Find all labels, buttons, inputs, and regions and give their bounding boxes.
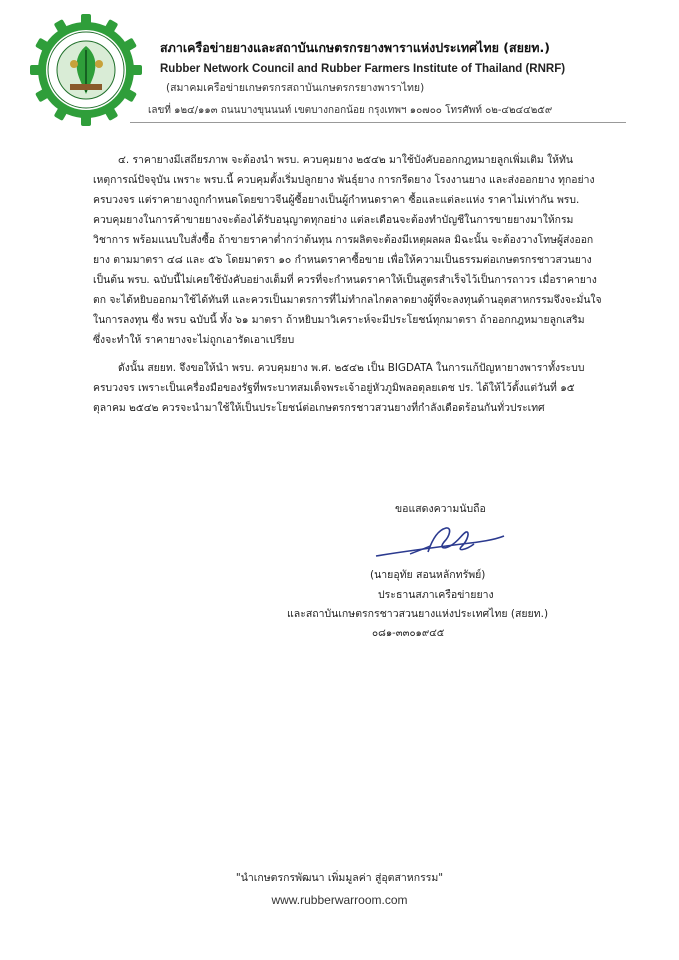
org-title-thai: สภาเครือข่ายยางและสถาบันเกษตรกรยางพาราแห่งประเทศไทย (สยยท.) (160, 40, 550, 55)
handwritten-signature-icon (370, 522, 510, 562)
paragraph-line: ยาง ตามมาตรา ๔๘ และ ๕๖ โดยมาตรา ๑๐ กำหนดราคาซื้อขาย เพื่อให้ความเป็นธรรมต่อเกษตรกรชาวสวนยาง (93, 254, 592, 266)
org-address: เลขที่ ๑๒๔/๑๑๓ ถนนบางขุนนนท์ เขตบางกอกน้อย กรุงเทพฯ ๑๐๗๐๐ โทรศัพท์ ๐๒-๔๒๔๔๒๕๙ (148, 105, 553, 116)
paragraph-line: ดังนั้น สยยท. จึงขอให้นำ พรบ. ควบคุมยาง พ.ศ. ๒๕๔๒ เป็น BIGDATA ในการแก้ปัญหายางพาราทั้งระบบ (118, 362, 585, 374)
paragraph-line: ตก จะได้หยิบออกมาใช้ได้ทันที และควรเป็นมาตรการที่ไม่ทำกลไกตลาดยางผู้ที่จะลงทุนด้านอุตสาหกรรมจึงจะมั่นใจ (93, 294, 602, 306)
letterhead (160, 38, 660, 96)
paragraph-line: ซึ่งจะทำให้ ราคายางจะไม่ถูกเอารัดเอาเปรียบ (93, 334, 295, 346)
paragraph-2 (93, 358, 653, 418)
signatory-phone: ๐๘๑-๓๓๐๑๙๔๕ (372, 628, 445, 639)
paragraph-1 (93, 150, 653, 350)
paragraph-line: ในการลงทุน ซึ่ง พรบ ฉบับนี้ ทั้ง ๖๑ มาตรา ถ้าหยิบมาวิเคราะห์จะมีประโยชน์ทุกมาตรา ถ้าออกกฎหมายลูกเสริม (93, 314, 585, 326)
org-subtitle-thai: (สมาคมเครือข่ายเกษตรกรสถาบันเกษตรกรยางพาราไทย) (166, 82, 425, 94)
rnrf-emblem-gear-icon (30, 14, 142, 126)
paragraph-line: เป็นต้น พรบ. ฉบับนี้ไม่เคยใช้บังคับอย่างเต็มที่ ควรที่จะกำหนดราคาให้เป็นสูตรสำเร็จไว้เป็นการถาวร เมื่อราคายาง (93, 274, 597, 286)
paragraph-line: ควบคุมยางในการค้าขายยางจะต้องได้รับอนุญาตทุกอย่าง แต่ละเดือนจะต้องทำบัญชีในการขายยางมาให้กรม (93, 214, 574, 226)
footer-website: www.rubberwarroom.com (271, 893, 408, 907)
paragraph-line: ตุลาคม ๒๕๔๒ ควรจะนำมาใช้ให้เป็นประโยชน์ต่อเกษตรกรชาวสวนยางที่กำลังเดือดร้อนกันทั่วประเทศ (93, 402, 545, 414)
signatory-title-line-2: และสถาบันเกษตรกรชาวสวนยางแห่งประเทศไทย (สยยท.) (287, 608, 549, 620)
signatory-name: (นายอุทัย สอนหลักทรัพย์) (370, 569, 486, 581)
closing-salutation: ขอแสดงความนับถือ (395, 503, 486, 515)
paragraph-line: ๔. ราคายางมีเสถียรภาพ จะต้องนำ พรบ. ควบคุมยาง ๒๕๔๒ มาใช้บังคับออกกฎหมายลูกเพิ่มเติม ให้ทัน (118, 154, 573, 166)
header-divider (130, 122, 626, 123)
paragraph-line: ครบวงจร แต่ราคายางถูกกำหนดโดยขาวจีนผู้ซื้อยางเป็นผู้กำหนดราคา ซื้อและแต่ละแห่ง ราคาไม่เท่ากัน พรบ. (93, 194, 580, 206)
paragraph-line: ครบวงจร เพราะเป็นเครื่องมือของรัฐที่พระบาทสมเด็จพระเจ้าอยู่หัวภูมิพลอดุลยเดช ปร. ได้ให้ไว้ตั้งแต่วันที่ ๑๕ (93, 382, 575, 394)
paragraph-line: วิชาการ พร้อมแนบใบสั่งซื้อ ถ้าขายราคาต่ำกว่าต้นทุน การผลิตจะต้องมีเหตุผลผล มิฉะนั้น จะต้องวางโทษผู้ส่งออก (93, 234, 594, 246)
paragraph-line: เหตุการณ์ปัจจุบัน เพราะ พรบ.นี้ ควบคุมตั้งเริ่มปลูกยาง พันธุ์ยาง การกรีดยาง โรงงานยาง และส่งออกยาง ทุกอย่าง (93, 174, 595, 186)
org-title-english: Rubber Network Council and Rubber Farmers Institute of Thailand (RNRF) (160, 63, 566, 75)
footer-slogan: "นำเกษตรกรพัฒนา เพิ่มมูลค่า สู่อุตสาหกรรม" (235, 872, 444, 884)
signatory-title-line-1: ประธานสภาเครือข่ายยาง (378, 589, 494, 601)
